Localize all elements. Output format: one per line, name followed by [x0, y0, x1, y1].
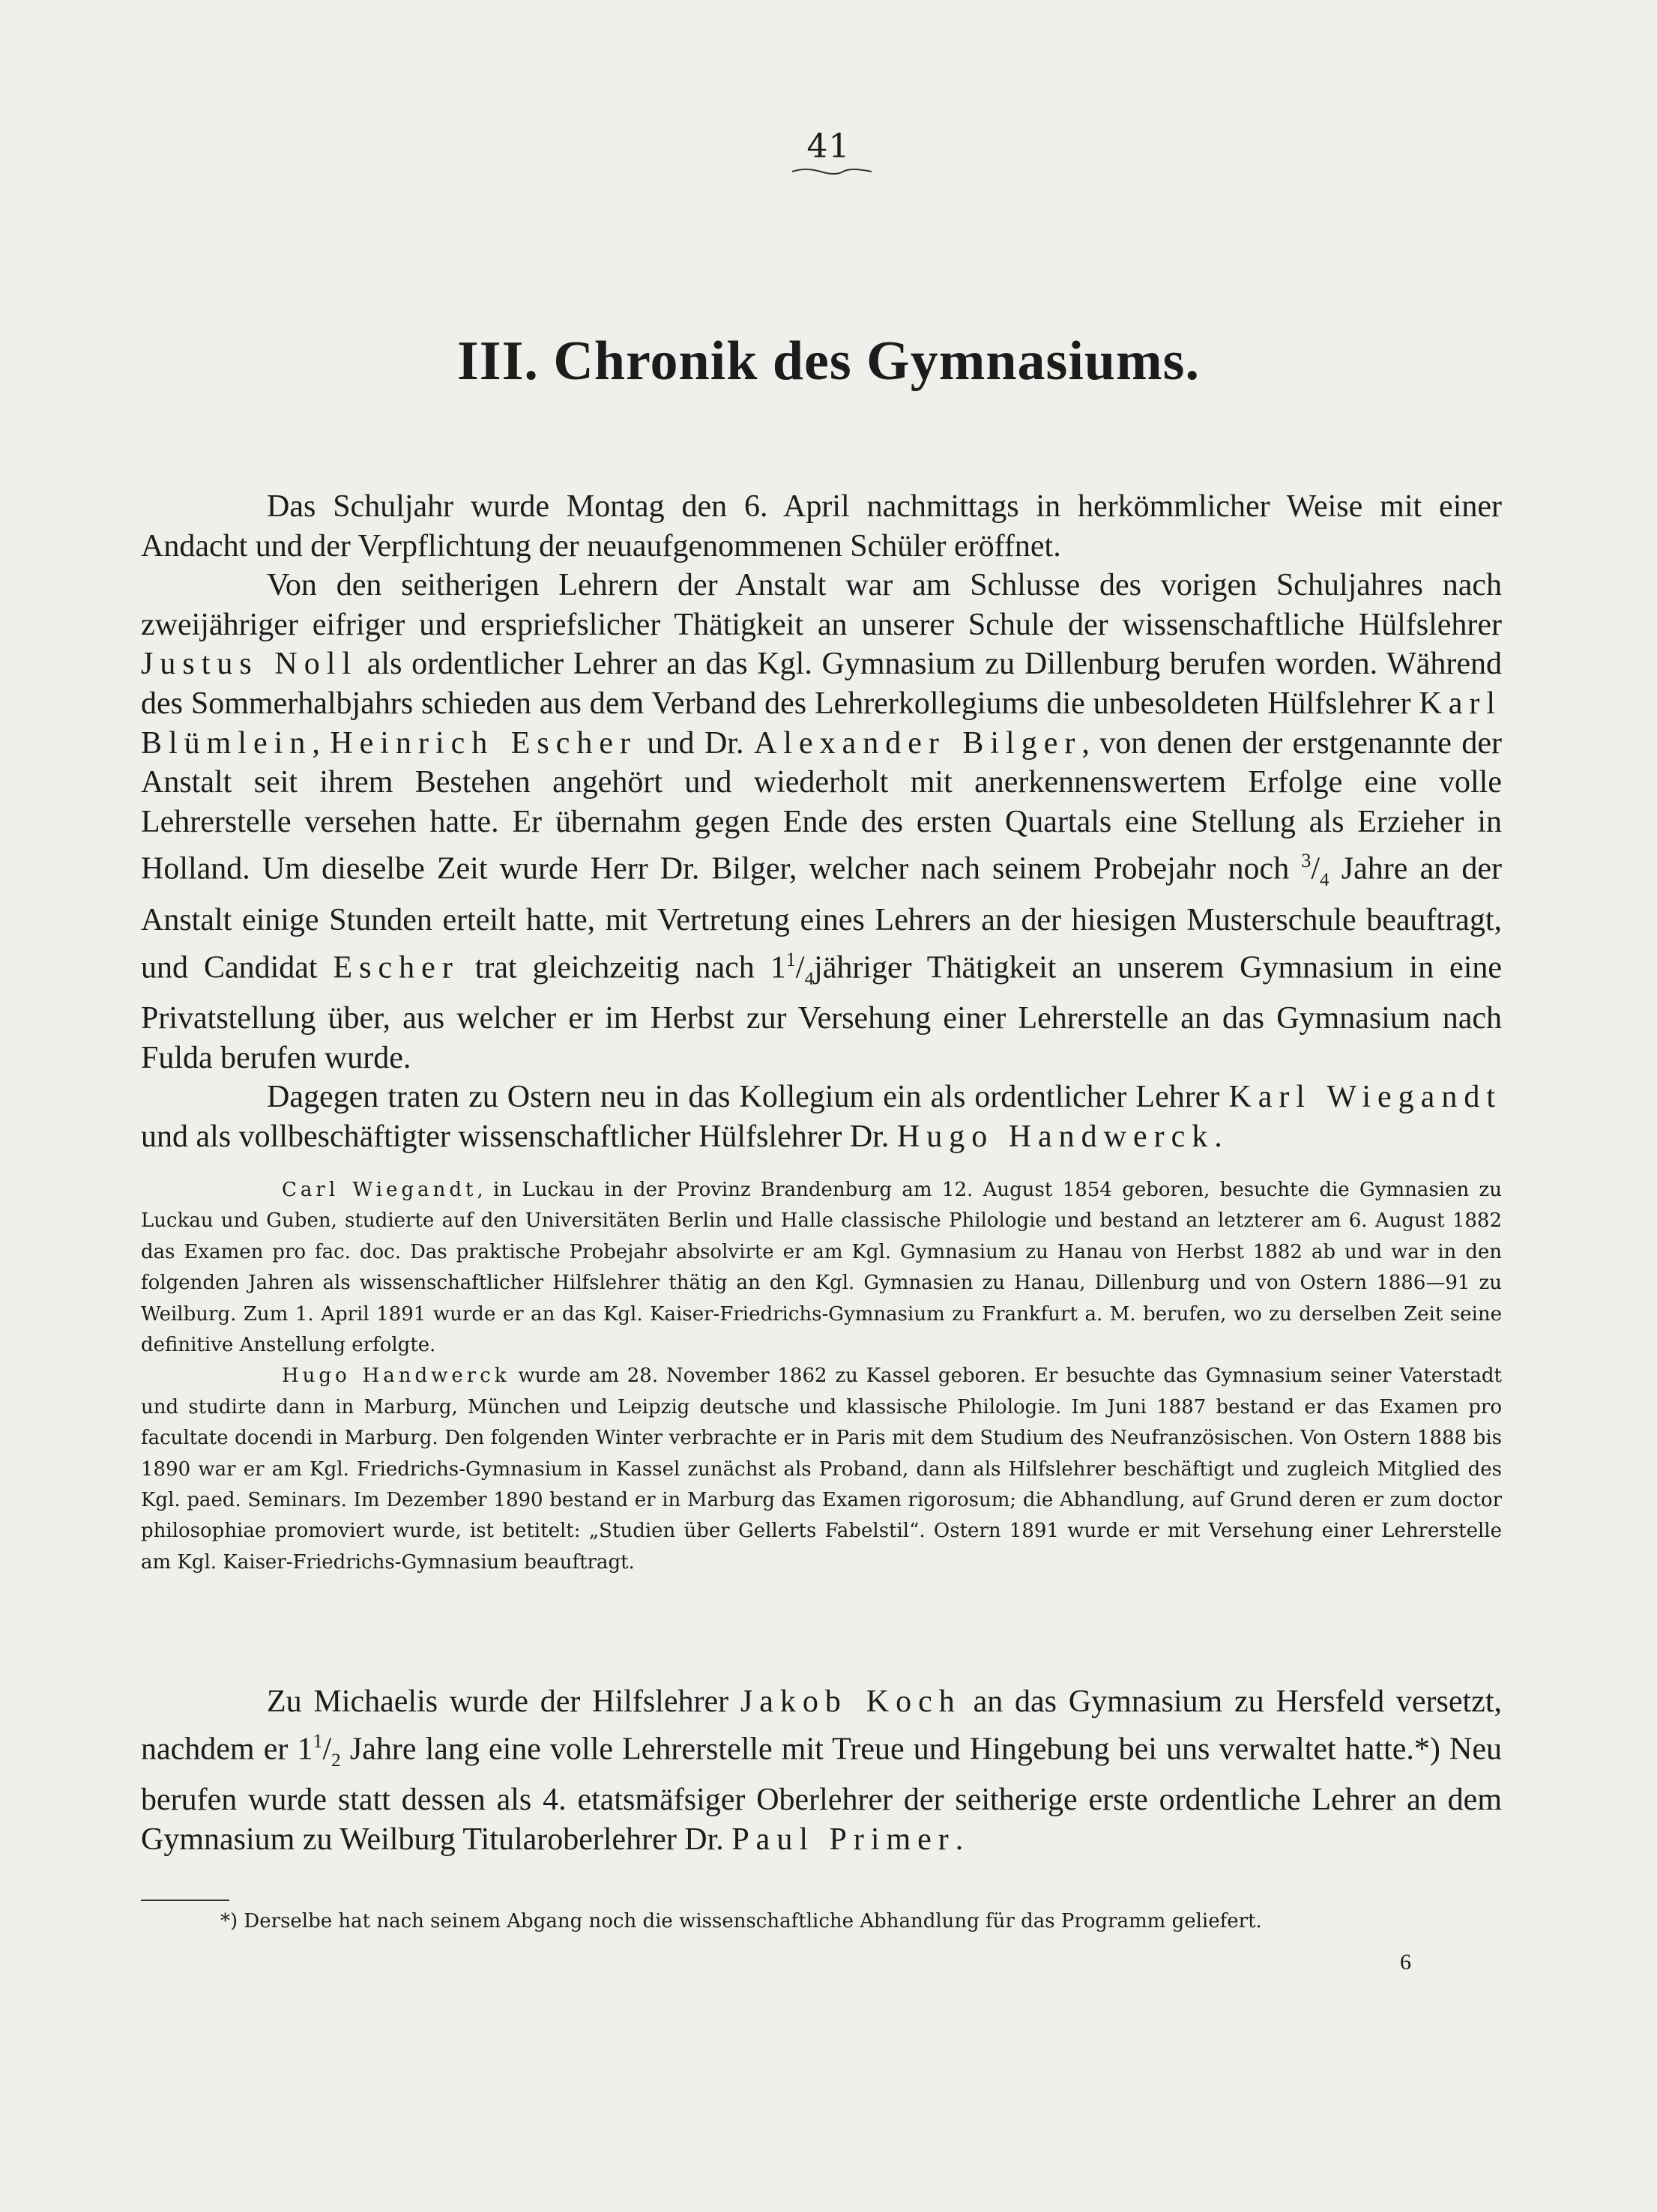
paragraph-3: Dagegen traten zu Ostern neu in das Kollegium ein als ordentlicher Lehrer Karl Wiegandt und als vollbeschäftigter wissenschaftlicher Hülfslehrer Dr. Hugo Handwerck. [141, 1080, 1502, 1154]
person-name: Hugo Handwerck [896, 1119, 1215, 1154]
page-title: III. Chronik des Gymnasiums. [457, 330, 1200, 392]
person-name: Escher [333, 950, 459, 985]
person-name: Paul Primer [731, 1822, 956, 1857]
page-number: 41 [806, 127, 851, 166]
paragraph-2: Von den seitherigen Lehrern der Anstalt war am Schlusse des vorigen Schuljahres nach zweijähriger eifriger und erspriefslicher Thätigkeit an unserer Schule der wissenschaftliche Hülfslehrer Justus Noll als ordentlicher Lehrer an das Kgl. Gymnasium zu Dillenburg berufen worden. Während des Sommerhalbjahrs schieden aus dem Verband des Lehrerkollegiums die unbesoldeten Hülfslehrer Karl Blümlein, Heinrich Escher und Dr. Alexander Bilger, von denen der erstgenannte der Anstalt seit ihrem Bestehen angehört und wiederholt mit anerkennenswertem Erfolge eine volle Lehrerstelle versehen hatte. Er übernahm gegen Ende des ersten Quartals eine Stellung als Erzieher in Holland. Um dieselbe Zeit wurde Herr Dr. Bilger, welcher nach seinem Probejahr noch $^3/_4$ Jahre an der Anstalt einige Stunden erteilt hatte, mit Vertretung eines Lehrers an der hiesigen Musterschule beauftragt, und Candidat Escher trat gleichzeitig nach $1^1/_4jähriger$ Thätigkeit an unserem Gymnasium in eine Privatstellung über, aus welcher er im Herbst zur Versehung einer Lehrerstelle an das Gymnasium nach Fulda berufen wurde. [141, 568, 1503, 1075]
page-number-ornament [791, 166, 873, 177]
biography-handwerck: Hugo Handwerck wurde am 28. November 1862 zu Kassel geboren. Er besuchte das Gymnasium seiner Vaterstadt und studirte dann in Marburg, München und Leipzig deutsche und klassische Philologie. Im Juni 1887 bestand er das Examen pro facultate docendi in Marburg. Den folgenden Winter verbrachte er in Paris mit dem Studium des Neufranzösischen. Von Ostern 1888 bis 1890 war er am Kgl. Friedrichs-Gymnasium in Kassel zunächst als Proband, dann als Hilfslehrer beschäftigt und zugleich Mitglied des Kgl. paed. Seminars. Im Dezember 1890 bestand er in Marburg das Examen rigorosum; die Abhandlung, auf Grund deren er zum doctor philosophiae promoviert wurde, ist betitelt: „Studien über Gellerts Fabelstil“. Ostern 1891 wurde er mit Versehung einer Lehrerstelle am Kgl. Kaiser-Friedrichs-Gymnasium beauftragt. [141, 1365, 1502, 1574]
person-name: Karl Wiegandt [1228, 1080, 1502, 1115]
closing-text [141, 1682, 1502, 1859]
biographies [141, 1175, 1502, 1578]
person-name: Jakob Koch [740, 1684, 962, 1719]
main-text [141, 487, 1502, 1157]
person-name: Justus Noll [141, 647, 358, 682]
person-name: Heinrich Escher [330, 725, 638, 761]
footnote: *) Derselbe hat nach seinem Abgang noch die wissenschaftliche Abhandlung für das Programm geliefert. [220, 1910, 1262, 1933]
footnote-rule [141, 1900, 229, 1901]
person-name: Hugo Handwerck [282, 1365, 510, 1388]
person-name: Karl Blümlein [141, 686, 1502, 761]
biography-wiegandt: Carl Wiegandt, in Luckau in der Provinz Brandenburg am 12. August 1854 geboren, besuchte die Gymnasien zu Luckau und Guben, studierte auf den Universitäten Berlin und Halle classische Philologie und bestand an letzterer am 6. August 1882 das Examen pro fac. doc. Das praktische Probejahr absolvirte er am Kgl. Gymnasium zu Hanau von Herbst 1882 ab und war in den folgenden Jahren als wissenschaftlicher Hilfslehrer thätig an den Kgl. Gymnasien zu Hanau, Dillenburg und von Ostern 1886—91 zu Weilburg. Zum 1. April 1891 wurde er an das Kgl. Kaiser-Friedrichs-Gymnasium zu Frankfurt a. M. berufen, wo zu derselben Zeit seine definitive Anstellung erfolgte. [141, 1179, 1502, 1357]
person-name: Carl Wiegandt [282, 1179, 477, 1201]
person-name: Alexander Bilger [753, 725, 1082, 761]
signature-mark: 6 [1400, 1950, 1411, 1974]
paragraph-4: Zu Michaelis wurde der Hilfslehrer Jakob Koch an das Gymnasium zu Hersfeld versetzt, nachdem er $1^1/_2$ Jahre lang eine volle Lehrerstelle mit Treue und Hingebung bei uns verwaltet hatte.*) Neu berufen wurde statt dessen als 4. etatsmäfsiger Oberlehrer der seitherige erste ordentliche Lehrer an dem Gymnasium zu Weilburg Titularoberlehrer Dr. Paul Primer. [141, 1684, 1502, 1857]
paragraph-1: Das Schuljahr wurde Montag den 6. April nachmittags in herkömmlicher Weise mit einer Andacht und der Verpflichtung der neuaufgenommenen Schüler eröffnet. [141, 489, 1502, 563]
